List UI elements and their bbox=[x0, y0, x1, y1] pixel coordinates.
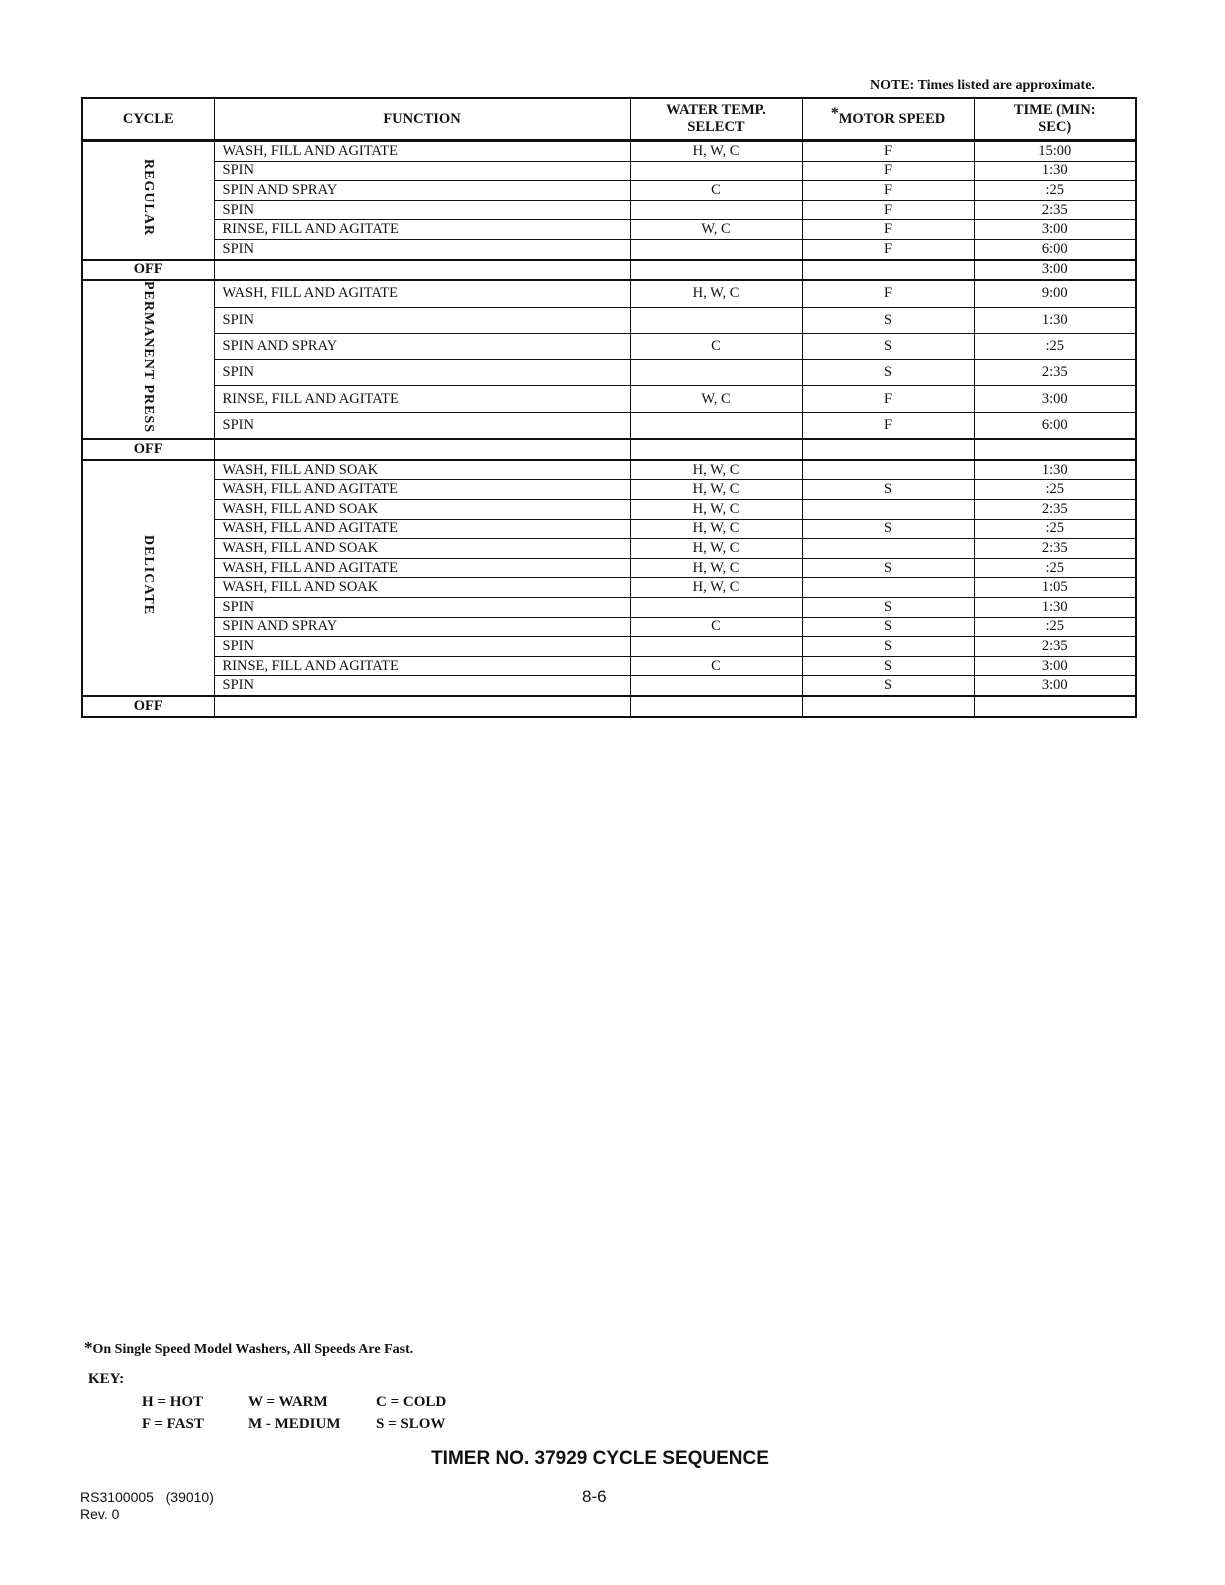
time-cell: :25 bbox=[974, 558, 1136, 578]
off-label: OFF bbox=[82, 439, 214, 460]
water-temp-cell: W, C bbox=[630, 220, 802, 240]
table-row bbox=[82, 539, 1136, 559]
function-cell: SPIN bbox=[214, 360, 630, 386]
time-cell: 3:00 bbox=[974, 676, 1136, 696]
off-row bbox=[82, 439, 1136, 460]
motor-speed-cell: S bbox=[802, 333, 974, 359]
revision: Rev. 0 bbox=[80, 1506, 120, 1522]
function-cell bbox=[214, 260, 630, 281]
key-warm: W = WARM bbox=[248, 1394, 328, 1410]
function-cell: SPIN AND SPRAY bbox=[214, 617, 630, 637]
function-cell: WASH, FILL AND SOAK bbox=[214, 578, 630, 598]
key-hot: H = HOT bbox=[142, 1394, 204, 1410]
cycle-name-cell bbox=[82, 460, 214, 696]
table-row bbox=[82, 141, 1136, 162]
function-cell bbox=[214, 696, 630, 717]
water-temp-cell bbox=[630, 676, 802, 696]
time-cell: 3:00 bbox=[974, 656, 1136, 676]
motor-speed-cell bbox=[802, 539, 974, 559]
table-row bbox=[82, 460, 1136, 480]
water-temp-cell bbox=[630, 260, 802, 281]
table-body bbox=[82, 141, 1136, 717]
function-cell: WASH, FILL AND SOAK bbox=[214, 539, 630, 559]
key-label: KEY: bbox=[88, 1371, 125, 1387]
motor-speed-cell: F bbox=[802, 239, 974, 259]
table-row bbox=[82, 386, 1136, 412]
function-cell: RINSE, FILL AND AGITATE bbox=[214, 656, 630, 676]
document-id: RS3100005 (39010) bbox=[80, 1489, 214, 1505]
header-motor-speed-label: MOTOR SPEED bbox=[838, 110, 946, 127]
off-label: OFF bbox=[82, 260, 214, 281]
time-cell: :25 bbox=[974, 519, 1136, 539]
motor-speed-cell: F bbox=[802, 280, 974, 307]
table-row bbox=[82, 676, 1136, 696]
function-cell bbox=[214, 439, 630, 460]
water-temp-cell: H, W, C bbox=[630, 280, 802, 307]
function-cell: SPIN bbox=[214, 239, 630, 259]
function-cell: SPIN bbox=[214, 161, 630, 181]
table-row bbox=[82, 360, 1136, 386]
water-temp-cell: C bbox=[630, 181, 802, 201]
water-temp-cell bbox=[630, 637, 802, 657]
time-cell: 3:00 bbox=[974, 220, 1136, 240]
off-time-cell: 3:00 bbox=[974, 260, 1136, 281]
water-temp-cell bbox=[630, 439, 802, 460]
water-temp-cell: C bbox=[630, 333, 802, 359]
function-cell: WASH, FILL AND AGITATE bbox=[214, 519, 630, 539]
water-temp-cell bbox=[630, 200, 802, 220]
motor-speed-cell bbox=[802, 439, 974, 460]
motor-speed-cell: F bbox=[802, 141, 974, 162]
water-temp-cell: H, W, C bbox=[630, 480, 802, 500]
footnote-text: On Single Speed Model Washers, All Speeds Are Fast. bbox=[92, 1342, 414, 1357]
motor-speed-cell: S bbox=[802, 519, 974, 539]
header-motor-speed bbox=[802, 98, 974, 141]
key-fast: F = FAST bbox=[142, 1416, 204, 1432]
off-row bbox=[82, 260, 1136, 281]
key-slow: S = SLOW bbox=[376, 1416, 446, 1432]
function-cell: SPIN bbox=[214, 307, 630, 333]
table-header-row bbox=[82, 98, 1136, 141]
function-cell: SPIN bbox=[214, 200, 630, 220]
water-temp-cell bbox=[630, 412, 802, 439]
motor-speed-cell: S bbox=[802, 307, 974, 333]
water-temp-cell bbox=[630, 696, 802, 717]
motor-speed-cell bbox=[802, 696, 974, 717]
table-row bbox=[82, 578, 1136, 598]
table-row bbox=[82, 499, 1136, 519]
time-cell: 1:30 bbox=[974, 161, 1136, 181]
time-cell: 2:35 bbox=[974, 499, 1136, 519]
table-row bbox=[82, 637, 1136, 657]
time-cell: 1:05 bbox=[974, 578, 1136, 598]
page-number: 8-6 bbox=[582, 1487, 607, 1506]
function-cell: WASH, FILL AND AGITATE bbox=[214, 141, 630, 162]
table-row bbox=[82, 181, 1136, 201]
table-row bbox=[82, 220, 1136, 240]
time-cell: :25 bbox=[974, 617, 1136, 637]
time-cell: 6:00 bbox=[974, 412, 1136, 439]
table-row bbox=[82, 480, 1136, 500]
water-temp-cell bbox=[630, 161, 802, 181]
motor-speed-cell: S bbox=[802, 480, 974, 500]
water-temp-cell: H, W, C bbox=[630, 460, 802, 480]
header-function: FUNCTION bbox=[214, 98, 630, 141]
table-row bbox=[82, 280, 1136, 307]
header-time: TIME (MIN: SEC) bbox=[974, 98, 1136, 141]
function-cell: WASH, FILL AND AGITATE bbox=[214, 280, 630, 307]
motor-speed-cell: F bbox=[802, 386, 974, 412]
motor-speed-cell bbox=[802, 499, 974, 519]
time-cell: 1:30 bbox=[974, 460, 1136, 480]
water-temp-cell: H, W, C bbox=[630, 578, 802, 598]
time-cell: 1:30 bbox=[974, 597, 1136, 617]
water-temp-cell bbox=[630, 597, 802, 617]
function-cell: SPIN AND SPRAY bbox=[214, 333, 630, 359]
function-cell: RINSE, FILL AND AGITATE bbox=[214, 220, 630, 240]
water-temp-cell: W, C bbox=[630, 386, 802, 412]
time-cell: 9:00 bbox=[974, 280, 1136, 307]
time-cell: 2:35 bbox=[974, 360, 1136, 386]
single-speed-footnote bbox=[84, 1338, 413, 1358]
time-cell: 3:00 bbox=[974, 386, 1136, 412]
function-cell: SPIN bbox=[214, 637, 630, 657]
motor-speed-cell: F bbox=[802, 220, 974, 240]
time-cell: 2:35 bbox=[974, 200, 1136, 220]
key-cold: C = COLD bbox=[376, 1394, 447, 1410]
table-row bbox=[82, 617, 1136, 637]
header-water-temp: WATER TEMP. SELECT bbox=[630, 98, 802, 141]
motor-speed-cell: S bbox=[802, 656, 974, 676]
motor-speed-cell bbox=[802, 578, 974, 598]
time-cell: 15:00 bbox=[974, 141, 1136, 162]
water-temp-cell: C bbox=[630, 617, 802, 637]
table-row bbox=[82, 656, 1136, 676]
function-cell: WASH, FILL AND SOAK bbox=[214, 499, 630, 519]
table-row bbox=[82, 519, 1136, 539]
time-cell: 2:35 bbox=[974, 539, 1136, 559]
cycle-name-cell bbox=[82, 280, 214, 439]
time-cell: 2:35 bbox=[974, 637, 1136, 657]
function-cell: WASH, FILL AND AGITATE bbox=[214, 480, 630, 500]
table-row bbox=[82, 307, 1136, 333]
header-cycle: CYCLE bbox=[82, 98, 214, 141]
water-temp-cell: H, W, C bbox=[630, 499, 802, 519]
cycle-name: PERMANENT PRESS bbox=[140, 281, 156, 434]
cycle-name: REGULAR bbox=[140, 159, 156, 237]
water-temp-cell bbox=[630, 239, 802, 259]
table-row bbox=[82, 333, 1136, 359]
table-row bbox=[82, 239, 1136, 259]
water-temp-cell bbox=[630, 307, 802, 333]
function-cell: SPIN bbox=[214, 676, 630, 696]
water-temp-cell: H, W, C bbox=[630, 539, 802, 559]
water-temp-cell: H, W, C bbox=[630, 519, 802, 539]
off-label: OFF bbox=[82, 696, 214, 717]
motor-speed-cell: S bbox=[802, 558, 974, 578]
motor-speed-cell: F bbox=[802, 161, 974, 181]
motor-speed-asterisk: * bbox=[830, 104, 839, 122]
water-temp-cell: H, W, C bbox=[630, 141, 802, 162]
key-medium: M - MEDIUM bbox=[248, 1416, 341, 1432]
time-cell: 1:30 bbox=[974, 307, 1136, 333]
water-temp-cell: H, W, C bbox=[630, 558, 802, 578]
motor-speed-cell: S bbox=[802, 637, 974, 657]
table-row bbox=[82, 200, 1136, 220]
function-cell: SPIN bbox=[214, 597, 630, 617]
off-row bbox=[82, 696, 1136, 717]
cycle-name: DELICATE bbox=[140, 535, 156, 616]
motor-speed-cell: S bbox=[802, 360, 974, 386]
table-row bbox=[82, 412, 1136, 439]
function-cell: SPIN AND SPRAY bbox=[214, 181, 630, 201]
motor-speed-cell: F bbox=[802, 200, 974, 220]
function-cell: RINSE, FILL AND AGITATE bbox=[214, 386, 630, 412]
cycle-name-cell bbox=[82, 141, 214, 260]
function-cell: SPIN bbox=[214, 412, 630, 439]
motor-speed-cell: F bbox=[802, 412, 974, 439]
motor-speed-cell: S bbox=[802, 676, 974, 696]
off-time-cell bbox=[974, 439, 1136, 460]
page-title: TIMER NO. 37929 CYCLE SEQUENCE bbox=[431, 1448, 769, 1469]
off-time-cell bbox=[974, 696, 1136, 717]
water-temp-cell: C bbox=[630, 656, 802, 676]
time-cell: :25 bbox=[974, 480, 1136, 500]
time-cell: :25 bbox=[974, 333, 1136, 359]
function-cell: WASH, FILL AND AGITATE bbox=[214, 558, 630, 578]
motor-speed-cell: F bbox=[802, 181, 974, 201]
footnote-asterisk: * bbox=[84, 1338, 93, 1357]
function-cell: WASH, FILL AND SOAK bbox=[214, 460, 630, 480]
approximate-times-note: NOTE: Times listed are approximate. bbox=[870, 78, 1095, 93]
table-row bbox=[82, 161, 1136, 181]
motor-speed-cell bbox=[802, 260, 974, 281]
motor-speed-cell: S bbox=[802, 597, 974, 617]
time-cell: 6:00 bbox=[974, 239, 1136, 259]
time-cell: :25 bbox=[974, 181, 1136, 201]
water-temp-cell bbox=[630, 360, 802, 386]
motor-speed-cell: S bbox=[802, 617, 974, 637]
cycle-sequence-table bbox=[81, 97, 1137, 718]
table-row bbox=[82, 597, 1136, 617]
motor-speed-cell bbox=[802, 460, 974, 480]
table-row bbox=[82, 558, 1136, 578]
